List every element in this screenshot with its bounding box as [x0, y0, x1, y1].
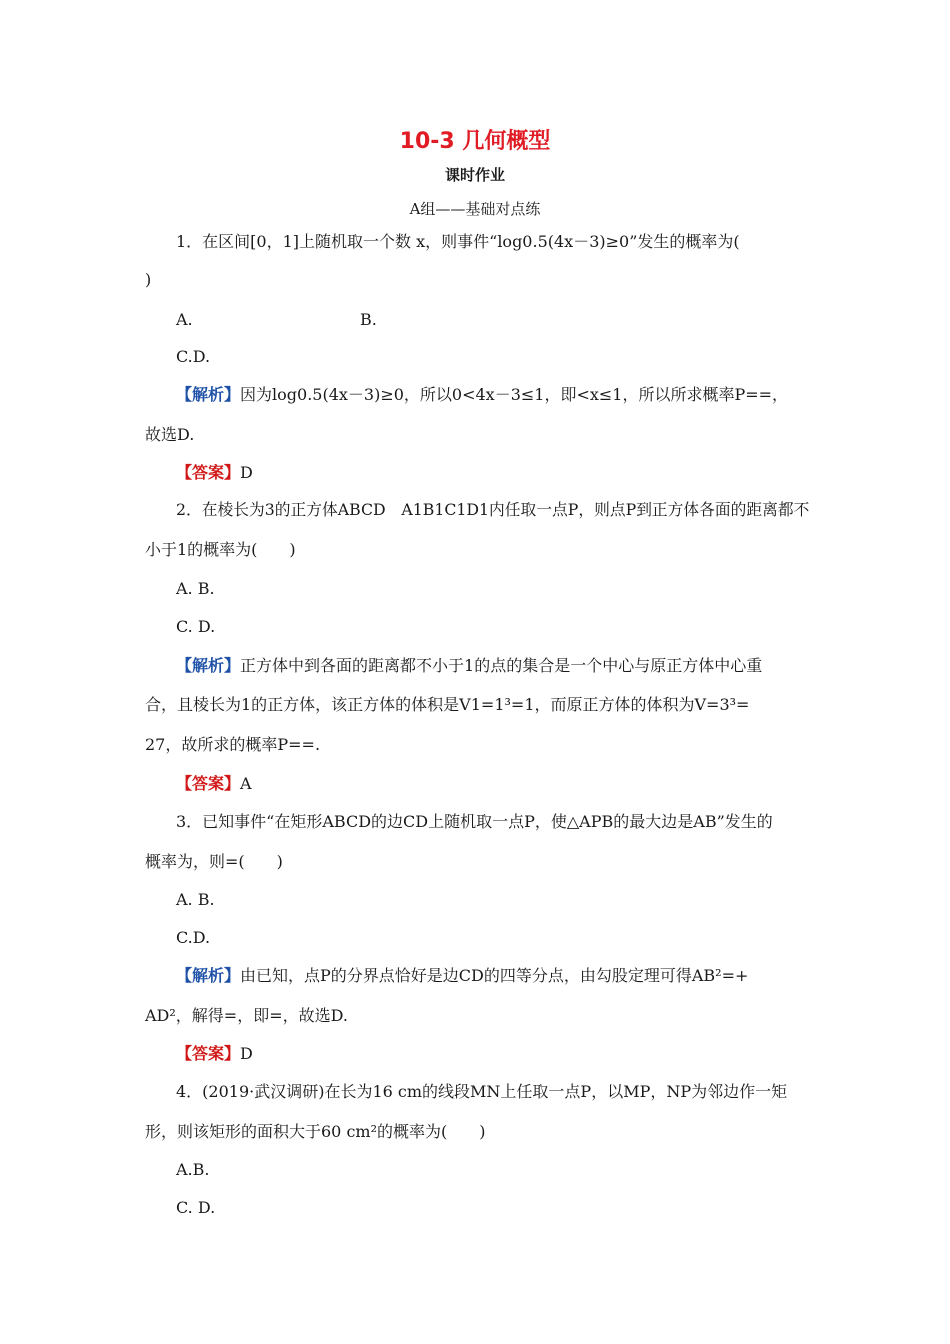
q3-options-ab: A. B. — [176, 890, 215, 909]
q4-stem-line-1: 4．(2019·武汉调研)在长为16 cm的线段MN上任取一点P，以MP，NP为邻边作一矩 — [176, 1082, 788, 1101]
q1-analysis-line-1 — [176, 385, 788, 405]
q2-answer — [176, 774, 252, 794]
q1-analysis-text: 因为log0.5(4x－3)≥0，所以0<4x－3≤1，即<x≤1，所以所求概率P==， — [240, 385, 789, 404]
analysis-tag: 【解析】 — [176, 966, 241, 985]
q1-answer — [176, 463, 253, 483]
q1-stem-line-1: 1．在区间[0，1]上随机取一个数 x，则事件“log0.5(4x－3)≥0”发生的概率为( — [176, 232, 740, 251]
page-title: 10-3 几何概型 — [399, 129, 551, 154]
analysis-tag: 【解析】 — [176, 656, 241, 675]
q3-stem-line-1: 3．已知事件“在矩形ABCD的边CD上随机取一点P，使△APB的最大边是AB”发生的 — [176, 812, 773, 831]
q3-analysis-text: 由已知，点P的分界点恰好是边CD的四等分点，由勾股定理可得AB²=+ — [240, 966, 749, 985]
q2-options-cd: C. D. — [176, 617, 216, 636]
q1-analysis-line-2: 故选D. — [145, 425, 195, 444]
q3-analysis-line-2: AD²，解得=，即=，故选D. — [145, 1006, 348, 1025]
q2-stem-line-1: 2．在棱长为3的正方体ABCD A1B1C1D1内任取一点P，则点P到正方体各面的距离都不 — [176, 500, 810, 519]
page-subtitle: 课时作业 — [444, 166, 505, 184]
q1-option-b: B. — [360, 310, 377, 329]
q2-analysis-line-3: 27，故所求的概率P==. — [145, 735, 321, 754]
q3-analysis-line-1 — [176, 966, 748, 986]
q4-stem-line-2: 形，则该矩形的面积大于60 cm²的概率为( ) — [145, 1122, 486, 1141]
group-heading: A组——基础对点练 — [409, 200, 541, 218]
analysis-tag: 【解析】 — [176, 385, 241, 404]
q4-options-cd: C. D. — [176, 1198, 216, 1217]
q2-options-ab: A. B. — [176, 579, 215, 598]
q2-analysis-text: 正方体中到各面的距离都不小于1的点的集合是一个中心与原正方体中心重 — [240, 656, 763, 675]
q4-options-ab: A.B. — [176, 1160, 210, 1179]
q2-answer-value: A — [240, 774, 252, 793]
q1-option-a: A. — [176, 310, 193, 329]
q2-analysis-line-2: 合，且棱长为1的正方体，该正方体的体积是V1=1³=1，而原正方体的体积为V=3³= — [145, 695, 750, 714]
q2-analysis-line-1 — [176, 656, 762, 676]
q1-answer-value: D — [240, 463, 253, 482]
answer-tag: 【答案】 — [176, 774, 241, 793]
q3-answer — [176, 1044, 253, 1064]
answer-tag: 【答案】 — [176, 463, 241, 482]
q2-stem-line-2: 小于1的概率为( ) — [145, 540, 296, 559]
q3-stem-line-2: 概率为，则=( ) — [145, 852, 283, 871]
q3-answer-value: D — [240, 1044, 253, 1063]
q1-options-cd: C.D. — [176, 347, 211, 366]
q1-stem-line-2: ) — [145, 270, 152, 289]
q3-options-cd: C.D. — [176, 928, 211, 947]
answer-tag: 【答案】 — [176, 1044, 241, 1063]
